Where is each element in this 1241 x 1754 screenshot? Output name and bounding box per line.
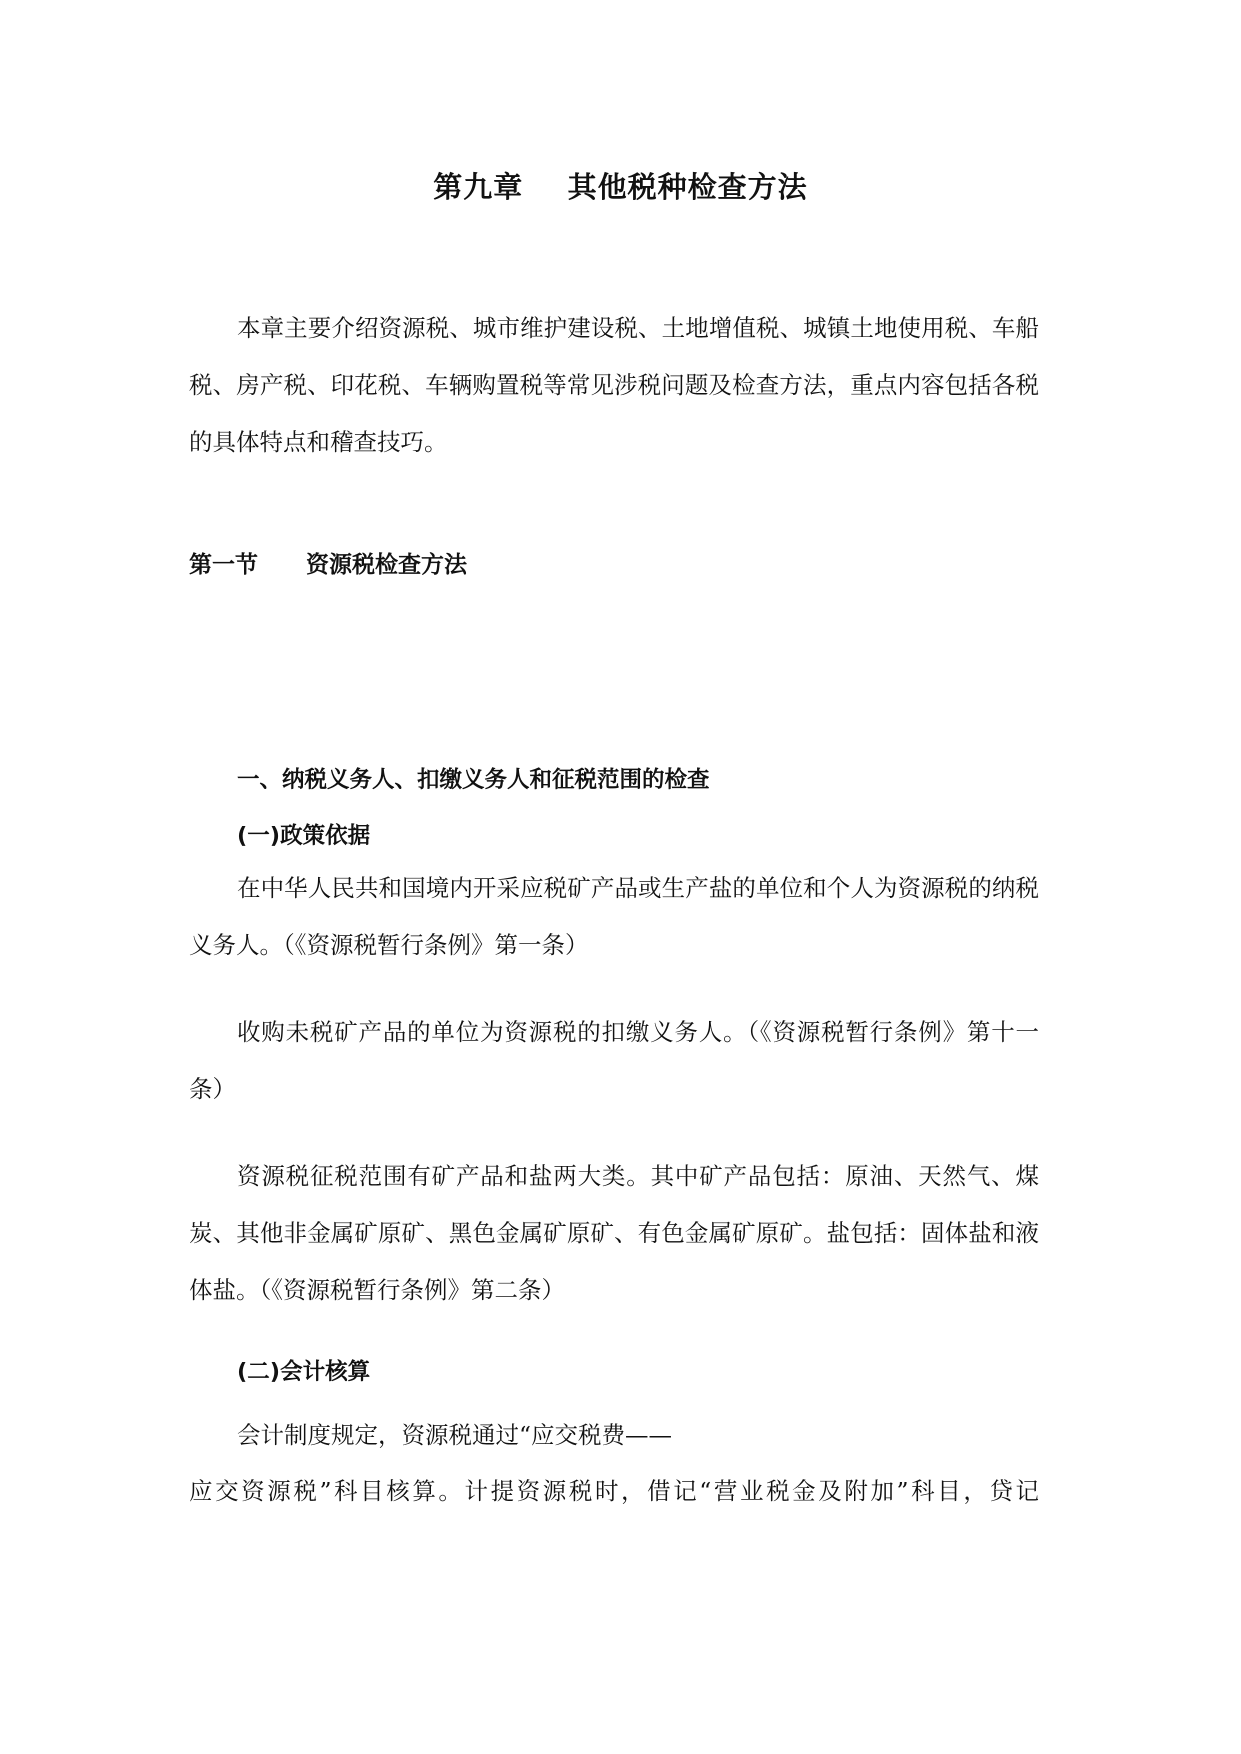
chapter-title: 第九章 其他税种检查方法	[433, 170, 808, 204]
accounting-line-2: 应交资源税”科目核算。计提资源税时，借记“营业税金及附加”科目，贷记	[189, 1477, 1039, 1505]
paragraph-taxpayer: 在中华人民共和国境内开采应税矿产品或生产盐的单位和个人为资源税的纳税义务人。（《资源税暂行条例》第一条）	[189, 874, 1039, 959]
chapter-intro-paragraph: 本章主要介绍资源税、城市维护建设税、土地增值税、城镇土地使用税、车船税、房产税、印花税、车辆购置税等常见涉税问题及检查方法，重点内容包括各税的具体特点和稽查技巧。	[189, 314, 1039, 456]
accounting-line-1: 会计制度规定，资源税通过“应交税费——	[237, 1421, 673, 1449]
paragraph-tax-scope: 资源税征税范围有矿产品和盐两大类。其中矿产品包括：原油、天然气、煤炭、其他非金属矿原矿、黑色金属矿原矿、有色金属矿原矿。盐包括：固体盐和液体盐。（《资源税暂行条例》第二条）	[189, 1162, 1039, 1304]
item-heading-accounting: (二)会计核算	[237, 1359, 371, 1385]
item-heading-policy-basis: (一)政策依据	[237, 823, 371, 849]
paragraph-withholding-agent: 收购未税矿产品的单位为资源税的扣缴义务人。（《资源税暂行条例》第十一条）	[189, 1018, 1039, 1103]
section-title: 第一节 资源税检查方法	[189, 552, 468, 578]
subsection-heading: 一、纳税义务人、扣缴义务人和征税范围的检查	[237, 767, 710, 793]
